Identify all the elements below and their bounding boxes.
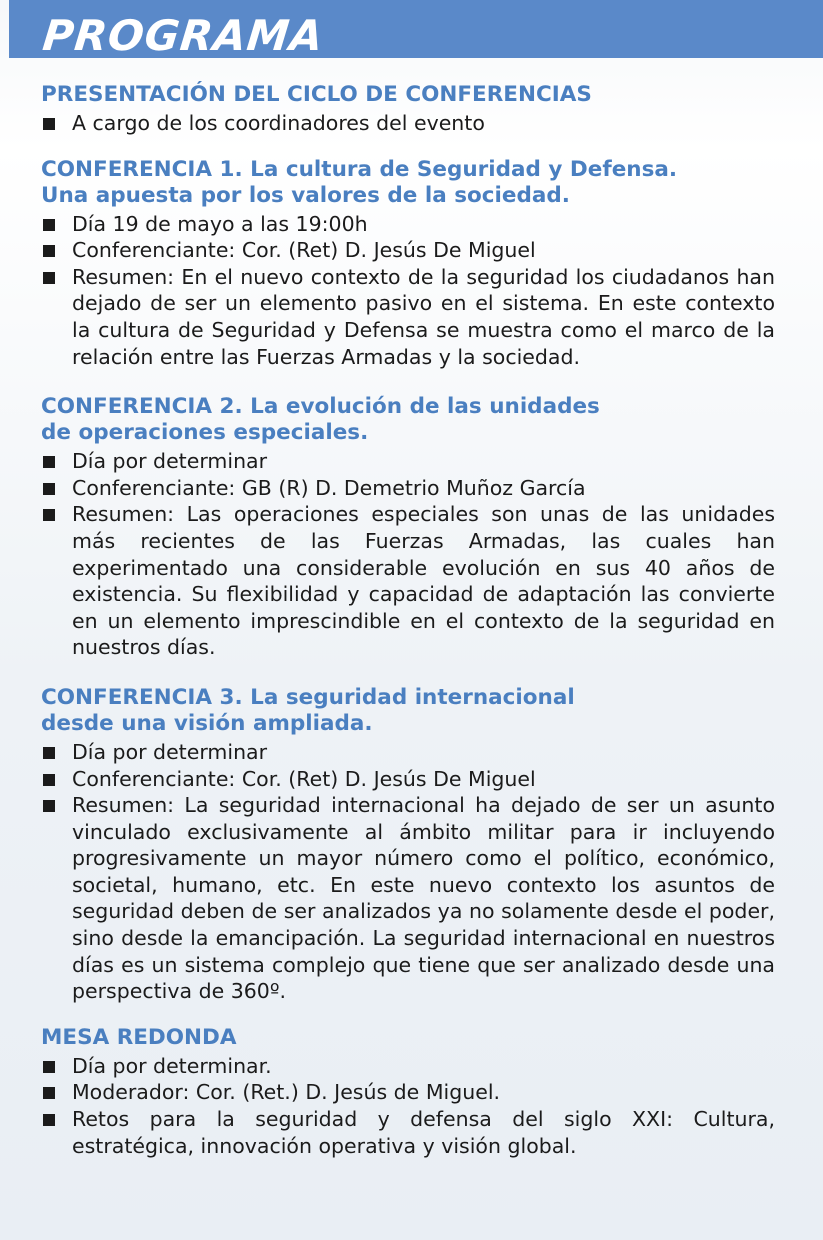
list-item-text: Conferenciante: Cor. (Ret) D. Jesús De Miguel [72,238,536,263]
list-item [40,110,775,137]
list-item [40,739,775,766]
list-item-text: Moderador: Cor. (Ret.) D. Jesús de Miguel. [72,1080,501,1105]
section-heading [41,685,775,737]
page-title: PROGRAMA [40,11,327,60]
section-heading-line: CONFERENCIA 3. La seguridad internacional [41,684,575,710]
header-banner [9,0,823,58]
list-item-text: Conferenciante: Cor. (Ret) D. Jesús De Miguel [72,766,536,791]
section-heading-line: PRESENTACIÓN DEL CICLO DE CONFERENCIAS [41,82,592,107]
section-heading-line: CONFERENCIA 2. La evolución de las unidades [41,394,600,420]
section-heading [41,157,775,209]
item-list [40,211,775,371]
section-conferencia-2 [40,394,775,661]
list-item [40,475,775,502]
section-mesa-redonda [40,1025,775,1159]
list-item [40,448,775,475]
section-heading [41,394,775,446]
item-list [40,110,775,137]
program-content [40,82,775,1175]
square-bullet-icon [43,747,55,759]
square-bullet-icon [43,118,55,130]
list-item [40,237,775,264]
list-item-text: Día 19 de mayo a las 19:00h [72,211,368,236]
section-heading-line: CONFERENCIA 1. La cultura de Seguridad y Defensa. [41,156,678,182]
square-bullet-icon [43,1114,55,1126]
list-item [40,1079,775,1106]
section-heading-line: desde una visión ampliada. [41,710,373,736]
list-item-text: Retos para la seguridad y defensa del siglo XXI: Cultura, estratégica, innovación operativa y visión global. [72,1107,775,1158]
list-item-text: Conferenciante: GB (R) D. Demetrio Muñoz García [72,475,586,500]
section-heading-line: MESA REDONDA [41,1024,237,1050]
list-item [40,501,775,661]
section-conferencia-3 [40,685,775,1005]
square-bullet-icon [43,219,55,231]
square-bullet-icon [43,456,55,468]
list-item-text: Día por determinar [72,739,268,764]
section-heading-line: de operaciones especiales. [41,420,369,446]
list-item [40,766,775,793]
list-item [40,1053,775,1080]
section-heading [41,82,775,108]
square-bullet-icon [43,483,55,495]
list-item-text: Día por determinar. [72,1053,272,1078]
square-bullet-icon [43,245,55,257]
list-item-text: A cargo de los coordinadores del evento [72,111,485,135]
list-item [40,211,775,238]
section-conferencia-1 [40,157,775,371]
list-item-text: Día por determinar [72,449,268,474]
square-bullet-icon [43,272,55,284]
square-bullet-icon [43,1087,55,1099]
list-item [40,264,775,370]
square-bullet-icon [43,774,55,786]
list-item-text: Resumen: La seguridad internacional ha dejado de ser un asunto vinculado exclusivamente al ámbito militar para ir incluyendo progresivamente un mayor número como el político, económico, societal, humano, etc. En este nuevo contexto los asuntos de seguridad deben de ser analizados ya no solamente desde el poder, sino desde la emancipación. La seguridad internacional en nuestros días es un sistema complejo que tiene que ser analizado desde una perspectiva de 360º. [72,793,775,1004]
section-heading-line: Una apuesta por los valores de la sociedad. [41,182,570,208]
list-item [40,792,775,1005]
list-item-text: Resumen: En el nuevo contexto de la seguridad los ciudadanos han dejado de ser un elemento pasivo en el sistema. En este contexto la cultura de Seguridad y Defensa se muestra como el marco de la relación entre las Fuerzas Armadas y la sociedad. [72,264,775,369]
square-bullet-icon [43,509,55,521]
list-item [40,1106,775,1159]
square-bullet-icon [43,1061,55,1073]
section-presentacion [40,82,775,137]
item-list [40,1053,775,1159]
section-heading [41,1025,775,1051]
item-list [40,739,775,1005]
square-bullet-icon [43,800,55,812]
item-list [40,448,775,661]
list-item-text: Resumen: Las operaciones especiales son unas de las unidades más recientes de las Fuerzas Armadas, las cuales han experimentado una considerable evolución en sus 40 años de existencia. Su flexibilidad y capacidad de adaptación las convierte en un elemento imprescindible en el contexto de la seguridad en nuestros días. [72,502,775,660]
